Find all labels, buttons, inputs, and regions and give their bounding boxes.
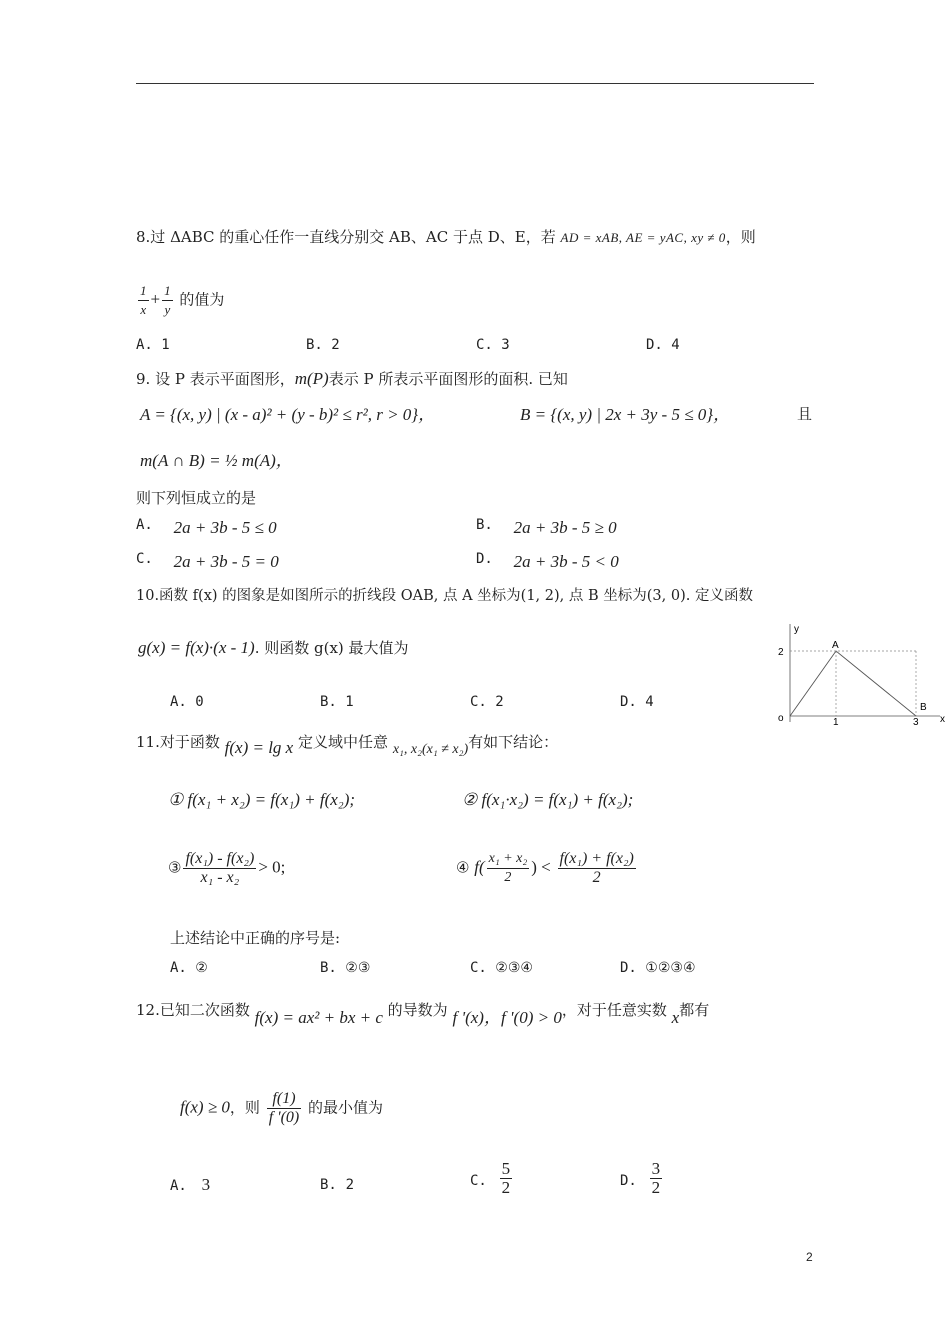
q11-vars: x₁, x₂(x₁ ≠ x₂) xyxy=(392,742,469,757)
q12-option-b-value: 2 xyxy=(345,1177,355,1193)
q12-option-a-label: A. xyxy=(170,1178,187,1194)
q9-text: 9. 设 P 表示平面图形， xyxy=(136,370,295,388)
q11-text2: 定义域中任意 xyxy=(298,733,389,751)
q9-set-a: A = {(x, y) | (x - a)² + (y - b)² ≤ r², r > 0}， xyxy=(140,405,436,424)
q12-option-a-value: 3 xyxy=(201,1175,211,1194)
q10-option-b: B. 1 xyxy=(320,694,354,710)
q11-c4-num1: x₁ + x₂ xyxy=(487,850,530,869)
q12-text3: ，对于任意实数 xyxy=(561,1001,667,1019)
q9-option-a-expr: 2a + 3b - 5 ≤ 0 xyxy=(173,518,277,537)
graph-point-b: B xyxy=(920,702,927,713)
q10-ask: . 则函数 g(x) 最大值为 xyxy=(254,639,409,657)
q12-deriv: f '(x) xyxy=(452,1008,484,1027)
q8-condition: AD = xAB, AE = yAC, xy ≠ 0 xyxy=(560,230,726,245)
q8-expr-tail: 的值为 xyxy=(179,290,225,309)
q11-c3-num: f(x₁) - f(x₂) xyxy=(185,850,255,867)
q12-cond2: f(x) ≥ 0 xyxy=(180,1097,230,1117)
q8-then: ，则 xyxy=(725,228,756,246)
q10-def: g(x) = f(x)·(x - 1) xyxy=(138,638,255,657)
q12-option-c xyxy=(470,1160,514,1197)
page-number: 2 xyxy=(806,1250,813,1264)
graph-point-a: A xyxy=(832,640,839,651)
q12-num: f(1) xyxy=(267,1090,302,1109)
q12-den: f '(0) xyxy=(268,1109,300,1126)
q8-expr-line: $\frac{1}{x}$ + $\frac{1}{y}$ 的值为 xyxy=(140,283,225,317)
q12-var: x xyxy=(671,1008,680,1027)
q11-c3-den: x₁ - x₂ xyxy=(200,869,240,886)
q11-conclusion-2: ② f(x₁·x₂) = f(x₁) + f(x₂); xyxy=(462,790,634,809)
q11-option-b: B. ②③ xyxy=(320,960,371,976)
q12-option-d-frac xyxy=(650,1160,663,1197)
q12-option-d-den: 2 xyxy=(651,1178,661,1197)
q9-and: 且 xyxy=(797,405,813,423)
graph-x-tick-3: 3 xyxy=(913,717,919,728)
graph-origin: o xyxy=(778,713,784,724)
q9-mp: m(P) xyxy=(294,369,329,388)
q12-text2: 的导数为 xyxy=(387,1001,448,1019)
q9-option-c-expr: 2a + 3b - 5 = 0 xyxy=(173,552,279,571)
q9-option-c xyxy=(136,548,279,571)
q12-option-b-label: B. xyxy=(320,1177,337,1193)
q8-option-d: D. 4 xyxy=(646,337,680,353)
q12-text4: 都有 xyxy=(679,1001,710,1019)
graph-y-label: y xyxy=(794,624,799,635)
q11-text: 11.对于函数 xyxy=(136,733,220,751)
q11-c3-mark: ③ xyxy=(168,858,182,877)
q12-option-c-num: 5 xyxy=(501,1159,511,1178)
q11-c4-frac1 xyxy=(487,850,530,887)
q9-condition: m(A ∩ B) = ½ m(A)， xyxy=(140,451,293,470)
q11-c4-den2: 2 xyxy=(592,869,601,886)
q12-option-b xyxy=(320,1175,354,1193)
q10-option-c: C. 2 xyxy=(470,694,504,710)
q11-option-c: C. ②③④ xyxy=(470,960,533,976)
q12-option-d xyxy=(620,1160,664,1197)
q11-func: f(x) = lg x xyxy=(224,738,294,757)
q11-conclusion-3 xyxy=(168,850,285,887)
q11-c4-num2: f(x₁) + f(x₂) xyxy=(559,850,634,867)
header-rule xyxy=(136,83,814,84)
q11-c4-den1: 2 xyxy=(504,870,512,885)
q12-expr-line xyxy=(180,1090,383,1127)
q8-frac-x: $\frac{1}{x}$ xyxy=(140,283,147,317)
q8-option-c: C. 3 xyxy=(476,337,510,353)
q11-c3-frac xyxy=(183,850,256,887)
q9-option-c-label: C. xyxy=(136,551,153,567)
q9-prompt: 则下列恒成立的是 xyxy=(136,489,257,507)
q9-option-b-expr: 2a + 3b - 5 ≥ 0 xyxy=(513,518,617,537)
q11-c4-mark: ④ xyxy=(456,858,470,877)
graph-y-tick-2: 2 xyxy=(778,647,784,658)
q9-line xyxy=(136,368,568,389)
q9-set-b: B = {(x, y) | 2x + 3y - 5 ≤ 0}， xyxy=(520,405,731,424)
q9-option-d-label: D. xyxy=(476,551,493,567)
q10-option-d: D. 4 xyxy=(620,694,654,710)
q9-option-a xyxy=(136,514,277,537)
q12-cond1: ，f '(0) > 0 xyxy=(483,1008,562,1027)
q11-option-d: D. ①②③④ xyxy=(620,960,696,976)
q9-text2: 表示 P 所表示平面图形的面积. 已知 xyxy=(328,370,568,388)
q12-func: f(x) = ax² + bx + c xyxy=(254,1008,383,1027)
q9-option-d-expr: 2a + 3b - 5 < 0 xyxy=(513,552,619,571)
q11-c4-frac2 xyxy=(558,850,636,887)
polyline-oab xyxy=(790,651,916,716)
q12-text: 12.已知二次函数 xyxy=(136,1001,250,1019)
q11-text3: 有如下结论： xyxy=(468,733,559,751)
graph-x-tick-1: 1 xyxy=(833,717,839,728)
q12-option-c-label: C. xyxy=(470,1172,487,1189)
q11-c4-f: f( xyxy=(474,857,485,877)
q8-option-b: B. 2 xyxy=(306,337,340,353)
q11-c3-tail: > 0; xyxy=(258,857,286,877)
q11-line xyxy=(136,731,559,757)
graph-x-label: x xyxy=(940,714,945,725)
q8-line xyxy=(136,226,756,247)
q12-option-d-num: 3 xyxy=(651,1159,661,1178)
q11-conclusion-4 xyxy=(456,850,638,887)
q10-graph xyxy=(768,618,948,730)
q12-option-c-frac xyxy=(500,1160,513,1197)
q9-option-d xyxy=(476,548,619,571)
q10-text: 10.函数 f(x) 的图象是如图所示的折线段 OAB, 点 A 坐标为(1, 2), 点 B 坐标为(3, 0). 定义函数 xyxy=(136,588,753,604)
q12-then: ，则 xyxy=(229,1098,260,1117)
q11-prompt: 上述结论中正确的序号是: xyxy=(170,929,341,947)
q12-option-c-den: 2 xyxy=(501,1178,511,1197)
q8-text: 8.过 ΔABC 的重心任作一直线分别交 AB、AC 于点 D、E，若 xyxy=(136,228,556,246)
q9-option-b xyxy=(476,514,617,537)
q9-option-b-label: B. xyxy=(476,517,493,533)
q8-frac-y: $\frac{1}{y}$ xyxy=(164,283,171,317)
q8-option-a: A. 1 xyxy=(136,337,170,353)
q12-frac xyxy=(267,1090,302,1127)
q11-conclusion-1: ① f(x₁ + x₂) = f(x₁) + f(x₂); xyxy=(168,790,356,809)
q12-tail: 的最小值为 xyxy=(308,1098,384,1117)
q11-c4-mid: ) < xyxy=(531,857,551,877)
q9-option-a-label: A. xyxy=(136,517,153,533)
q12-option-d-label: D. xyxy=(620,1172,637,1189)
q10-option-a: A. 0 xyxy=(170,694,204,710)
q10-def-line xyxy=(138,637,409,658)
q11-option-a: A. ② xyxy=(170,960,208,976)
q12-line xyxy=(136,995,710,1027)
q12-option-a xyxy=(170,1175,210,1195)
